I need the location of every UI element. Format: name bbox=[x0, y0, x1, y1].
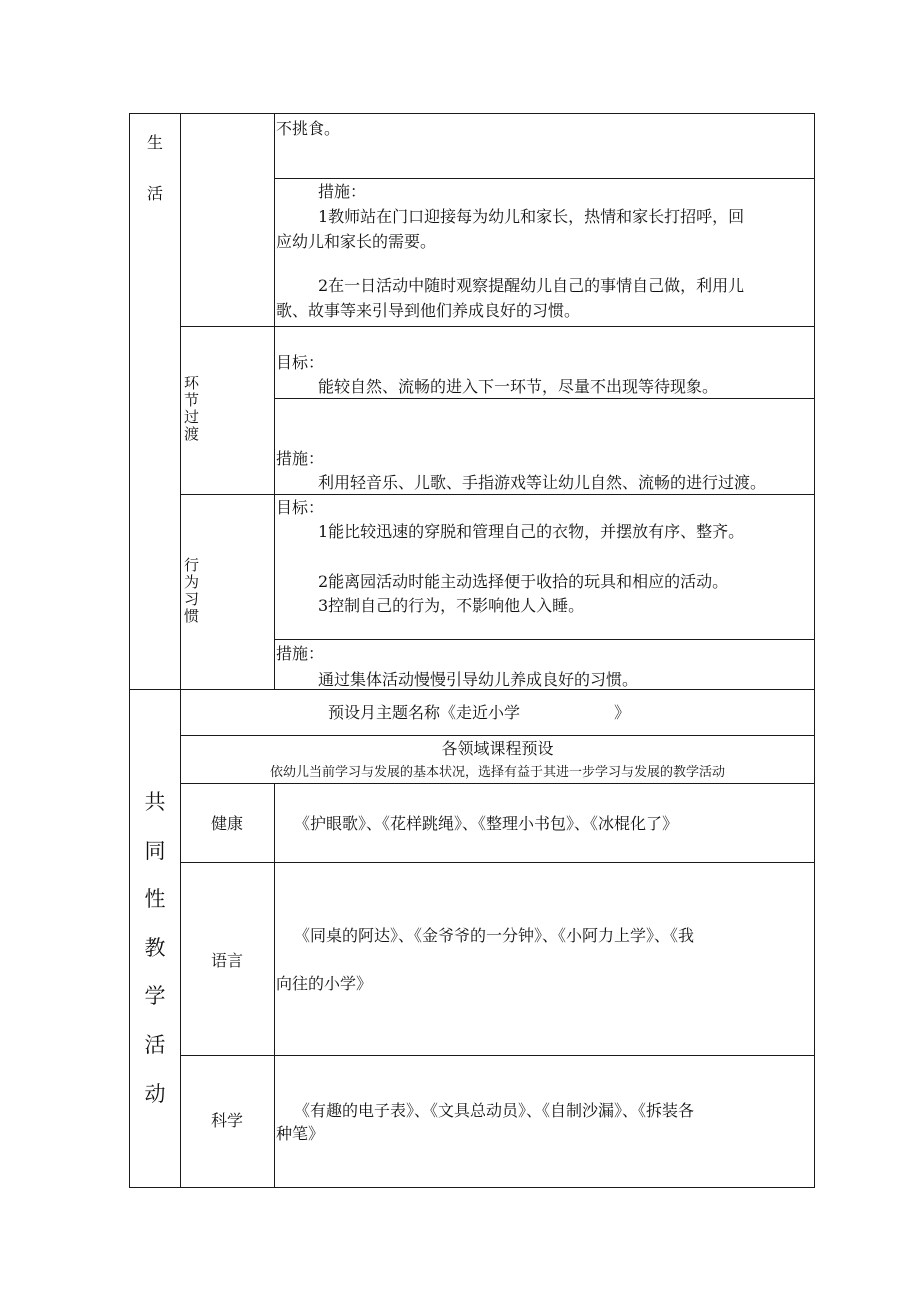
science-label: 科学 bbox=[210, 1111, 243, 1130]
health-activities: 《护眼歌》、《花样跳绳》、《整理小书包》、《冰棍化了》 bbox=[294, 814, 679, 833]
life-row1-measure2-line1: 2在一日活动中随时观察提醒幼儿自己的事情自己做，利用儿 bbox=[318, 276, 745, 295]
language-label: 语言 bbox=[210, 951, 243, 970]
row-divider-1-sub bbox=[274, 178, 815, 179]
table-bottom-border bbox=[129, 1187, 815, 1188]
table-right-border bbox=[814, 113, 815, 1188]
behavior-goal-3: 3控制自己的行为，不影响他人入睡。 bbox=[318, 596, 585, 615]
transition-goal-text: 能较自然、流畅的进入下一环节，尽量不出现等待现象。 bbox=[318, 377, 719, 396]
row-divider-language bbox=[180, 1055, 815, 1056]
col-divider-2-lower bbox=[274, 783, 275, 1188]
transition-measures-text: 利用轻音乐、儿歌、手指游戏等让幼儿自然、流畅的进行过渡。 bbox=[318, 473, 767, 492]
row-divider-3-sub bbox=[274, 639, 815, 640]
row-divider-3 bbox=[180, 494, 815, 495]
life-row1-measure2-line2: 歌、故事等来引导到他们养成良好的习惯。 bbox=[276, 301, 581, 320]
common-category-label: 共同性教学活动 bbox=[144, 790, 166, 1106]
row-divider-health bbox=[180, 862, 815, 863]
life-row1-measure1-line2: 应幼儿和家长的需要。 bbox=[276, 232, 437, 251]
behavior-goal-label: 目标： bbox=[276, 498, 325, 517]
life-row1-measures-label: 措施： bbox=[318, 182, 367, 201]
row-divider-2 bbox=[180, 326, 815, 327]
behavior-goal-1: 1能比较迅速的穿脱和管理自己的衣物，并摆放有序、整齐。 bbox=[318, 522, 745, 541]
science-activities-line1: 《有趣的电子表》、《文具总动员》、《自制沙漏》、《拆装各 bbox=[294, 1101, 695, 1120]
theme-suffix: 》 bbox=[614, 703, 631, 722]
theme-prefix: 预设月主题名称《走近小学 bbox=[328, 703, 521, 722]
behavior-measures-label: 措施： bbox=[276, 644, 325, 663]
behavior-label: 行为习惯 bbox=[184, 556, 200, 625]
science-activities-line2: 种笔》 bbox=[276, 1124, 325, 1143]
language-activities-line1: 《同桌的阿达》、《金爷爷的一分钟》、《小阿力上学》、《我 bbox=[294, 926, 695, 945]
col-divider-1 bbox=[180, 113, 181, 1188]
theme-name bbox=[328, 703, 630, 723]
course-subtitle: 依幼儿当前学习与发展的基本状况，选择有益于其进一步学习与发展的教学活动 bbox=[269, 765, 725, 780]
table-left-border bbox=[129, 113, 130, 1188]
transition-goal-label: 目标： bbox=[276, 353, 325, 372]
table-top-border bbox=[129, 113, 815, 114]
life-row1-content: 不挑食。 bbox=[276, 119, 341, 138]
behavior-measures-text: 通过集体活动慢慢引导幼儿养成良好的习惯。 bbox=[318, 670, 639, 689]
life-row1-measure1-line1: 1教师站在门口迎接每为幼儿和家长，热情和家长打招呼，回 bbox=[318, 207, 745, 226]
life-category-label: 生活 bbox=[147, 133, 164, 203]
row-divider-2-sub bbox=[274, 398, 815, 399]
health-label: 健康 bbox=[210, 814, 243, 833]
transition-measures-label: 措施： bbox=[276, 449, 325, 468]
transition-label: 环节过渡 bbox=[184, 374, 200, 443]
course-title: 各领域课程预设 bbox=[441, 739, 554, 758]
row-divider-course bbox=[180, 783, 815, 784]
language-activities-line2: 向往的小学》 bbox=[276, 974, 373, 993]
behavior-goal-2: 2能离园活动时能主动选择便于收拾的玩具和相应的活动。 bbox=[318, 572, 729, 591]
row-divider-theme bbox=[180, 735, 815, 736]
col-divider-2-upper bbox=[274, 113, 275, 690]
